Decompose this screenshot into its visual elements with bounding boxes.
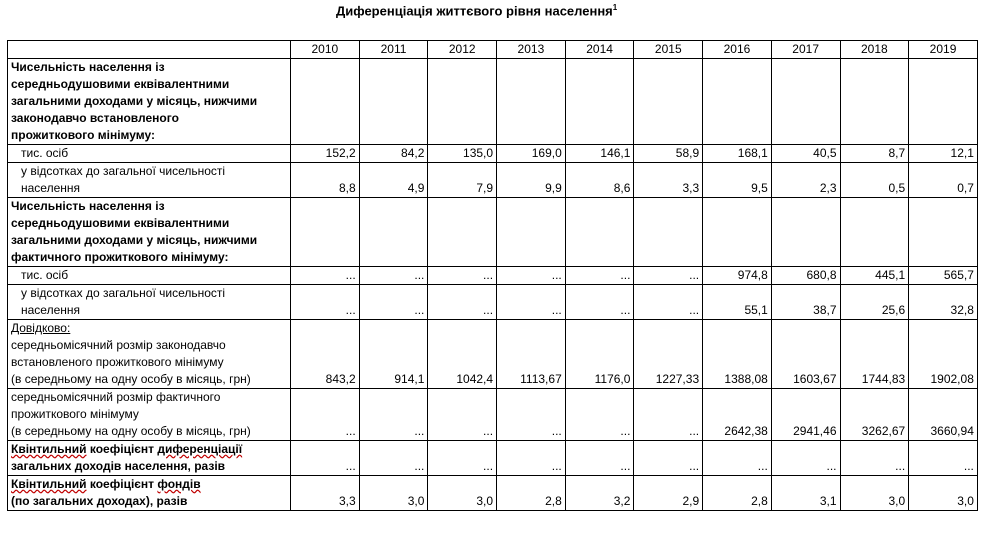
section2-percent-value: 32,8 (909, 285, 978, 320)
section2-percent-row (8, 285, 978, 320)
legal-minimum-value: 1603,67 (771, 320, 840, 389)
section2-thousands-row (8, 267, 978, 285)
empty-cell (359, 59, 428, 145)
legal-minimum-line: (в середньому на одну особу в місяць, грн) (11, 372, 251, 386)
empty-cell (291, 198, 360, 267)
section2-percent-value: ... (359, 285, 428, 320)
section2-thousands-value: ... (359, 267, 428, 285)
quintile-funds-value: 3,2 (565, 476, 634, 511)
header-row (8, 41, 978, 59)
year-header-2012: 2012 (428, 41, 497, 59)
quintile-funds-label (8, 476, 291, 511)
year-header-2015: 2015 (634, 41, 703, 59)
row-label-text: населення (21, 303, 81, 317)
section2-thousands-value: ... (428, 267, 497, 285)
quintile-income-value: ... (497, 441, 566, 476)
legal-minimum-line: середньомісячний розмір законодавчо (11, 338, 226, 352)
quintile-income-value: ... (703, 441, 772, 476)
section2-percent-value: ... (634, 285, 703, 320)
empty-cell (497, 59, 566, 145)
section1-percent-row (8, 163, 978, 198)
section2-thousands-value: ... (634, 267, 703, 285)
quintile-income-word: коефіцієнт (86, 442, 158, 456)
section1-heading-line: прожиткового мінімуму: (11, 128, 155, 142)
actual-minimum-value: ... (634, 389, 703, 441)
year-header-2018: 2018 (840, 41, 909, 59)
section1-percent-value: 9,9 (497, 163, 566, 198)
reference-heading: Довідково: (11, 321, 71, 335)
legal-minimum-value: 1744,83 (840, 320, 909, 389)
legal-minimum-value: 914,1 (359, 320, 428, 389)
actual-minimum-value: 3262,67 (840, 389, 909, 441)
row-label-text: населення (21, 181, 81, 195)
row-label-text: тис. осіб (21, 146, 69, 160)
section2-thousands-value: 445,1 (840, 267, 909, 285)
legal-minimum-value: 843,2 (291, 320, 360, 389)
section1-thousands-value: 135,0 (428, 145, 497, 163)
empty-cell (840, 59, 909, 145)
header-label-cell (8, 41, 291, 59)
section2-thousands-value: 680,8 (771, 267, 840, 285)
section1-percent-value: 4,9 (359, 163, 428, 198)
title-footnote-mark: 1 (612, 3, 618, 12)
quintile-income-value: ... (634, 441, 703, 476)
year-header-2010: 2010 (291, 41, 360, 59)
section2-percent-value: ... (497, 285, 566, 320)
section1-percent-value: 3,3 (634, 163, 703, 198)
empty-cell (565, 198, 634, 267)
section1-percent-value: 0,7 (909, 163, 978, 198)
section2-percent-label (8, 285, 291, 320)
section1-thousands-value: 58,9 (634, 145, 703, 163)
quintile-income-value: ... (565, 441, 634, 476)
empty-cell (291, 59, 360, 145)
section1-thousands-value: 40,5 (771, 145, 840, 163)
empty-cell (703, 198, 772, 267)
section1-heading-line: загальними доходами у місяць, нижчими (11, 94, 258, 108)
quintile-income-line (11, 441, 287, 458)
row-label-text: у відсотках до загальної чисельності (21, 164, 226, 178)
legal-minimum-value: 1042,4 (428, 320, 497, 389)
legal-minimum-value: 1227,33 (634, 320, 703, 389)
year-header-2011: 2011 (359, 41, 428, 59)
quintile-funds-value: 2,8 (703, 476, 772, 511)
section1-thousands-value: 12,1 (909, 145, 978, 163)
legal-minimum-value: 1902,08 (909, 320, 978, 389)
actual-minimum-value: 2941,46 (771, 389, 840, 441)
section1-percent-value: 0,5 (840, 163, 909, 198)
quintile-funds-line (11, 476, 287, 493)
quintile-funds-word: коефіцієнт (86, 477, 158, 491)
actual-minimum-value: ... (428, 389, 497, 441)
year-header-2013: 2013 (497, 41, 566, 59)
empty-cell (497, 198, 566, 267)
actual-minimum-line: середньомісячний розмір фактичного (11, 390, 221, 404)
quintile-funds-value: 3,3 (291, 476, 360, 511)
actual-minimum-value: 2642,38 (703, 389, 772, 441)
year-header-2017: 2017 (771, 41, 840, 59)
legal-minimum-value: 1176,0 (565, 320, 634, 389)
actual-minimum-value: ... (291, 389, 360, 441)
quintile-funds-value: 3,0 (840, 476, 909, 511)
quintile-funds-value: 3,0 (428, 476, 497, 511)
section1-heading (8, 59, 291, 145)
quintile-funds-value: 2,8 (497, 476, 566, 511)
year-header-2016: 2016 (703, 41, 772, 59)
section2-thousands-value: ... (565, 267, 634, 285)
row-label-text: тис. осіб (21, 268, 69, 282)
actual-minimum-value: ... (359, 389, 428, 441)
quintile-funds-value: 3,0 (359, 476, 428, 511)
empty-cell (634, 59, 703, 145)
section1-percent-value: 7,9 (428, 163, 497, 198)
quintile-income-value: ... (428, 441, 497, 476)
empty-cell (703, 59, 772, 145)
section2-percent-value: 38,7 (771, 285, 840, 320)
empty-cell (771, 198, 840, 267)
quintile-funds-row (8, 476, 978, 511)
quintile-funds-word: Квінтильний (11, 477, 87, 491)
actual-minimum-line: (в середньому на одну особу в місяць, грн) (11, 424, 251, 438)
legal-minimum-value: 1388,08 (703, 320, 772, 389)
section2-heading-row (8, 198, 978, 267)
actual-minimum-value: 3660,94 (909, 389, 978, 441)
quintile-income-word: диференціації (157, 442, 243, 456)
section2-heading-line: загальними доходами у місяць, нижчими (11, 233, 258, 247)
empty-cell (771, 59, 840, 145)
section2-thousands-value: ... (291, 267, 360, 285)
section1-percent-value: 8,6 (565, 163, 634, 198)
year-header-2019: 2019 (909, 41, 978, 59)
legal-minimum-label (8, 320, 291, 389)
empty-cell (909, 198, 978, 267)
section1-heading-line: середньодушовими еквівалентними (11, 77, 230, 91)
section1-thousands-value: 8,7 (840, 145, 909, 163)
quintile-funds-value: 3,0 (909, 476, 978, 511)
legal-minimum-row (8, 320, 978, 389)
section2-heading-line: Чисельність населення із (11, 199, 165, 213)
quintile-income-row (8, 441, 978, 476)
section1-percent-value: 9,5 (703, 163, 772, 198)
legal-minimum-line: встановленого прожиткового мінімуму (11, 355, 224, 369)
section1-thousands-value: 84,2 (359, 145, 428, 163)
section1-heading-line: законодавчо встановленого (11, 111, 179, 125)
empty-cell (840, 198, 909, 267)
section2-percent-value: 55,1 (703, 285, 772, 320)
quintile-funds-line: (по загальних доходах), разів (11, 494, 188, 508)
section2-heading-line: середньодушовими еквівалентними (11, 216, 230, 230)
section1-heading-row (8, 59, 978, 145)
quintile-income-value: ... (840, 441, 909, 476)
quintile-income-value: ... (771, 441, 840, 476)
empty-cell (428, 59, 497, 145)
section1-thousands-value: 169,0 (497, 145, 566, 163)
actual-minimum-label (8, 389, 291, 441)
empty-cell (909, 59, 978, 145)
empty-cell (359, 198, 428, 267)
quintile-income-value: ... (359, 441, 428, 476)
section2-heading (8, 198, 291, 267)
section2-heading-line: фактичного прожиткового мінімуму: (11, 250, 229, 264)
section2-thousands-value: 974,8 (703, 267, 772, 285)
quintile-income-label (8, 441, 291, 476)
quintile-funds-value: 2,9 (634, 476, 703, 511)
section1-thousands-row (8, 145, 978, 163)
actual-minimum-value: ... (497, 389, 566, 441)
actual-minimum-line: прожиткового мінімуму (11, 407, 139, 421)
empty-cell (634, 198, 703, 267)
legal-minimum-value: 1113,67 (497, 320, 566, 389)
section1-heading-line: Чисельність населення із (11, 60, 165, 74)
quintile-funds-word: фондів (157, 477, 201, 491)
section1-thousands-value: 168,1 (703, 145, 772, 163)
section2-thousands-label (8, 267, 291, 285)
actual-minimum-row (8, 389, 978, 441)
quintile-income-line: загальних доходів населення, разів (11, 459, 226, 473)
section2-percent-value: 25,6 (840, 285, 909, 320)
actual-minimum-value: ... (565, 389, 634, 441)
row-label-text: у відсотках до загальної чисельності (21, 286, 226, 300)
quintile-income-word: Квінтильний (11, 442, 87, 456)
quintile-funds-value: 3,1 (771, 476, 840, 511)
section1-percent-value: 2,3 (771, 163, 840, 198)
section1-percent-value: 8,8 (291, 163, 360, 198)
title-text: Диференціація життєвого рівня населення (336, 3, 613, 19)
section2-percent-value: ... (428, 285, 497, 320)
section1-thousands-value: 146,1 (565, 145, 634, 163)
section2-percent-value: ... (565, 285, 634, 320)
section1-thousands-label (8, 145, 291, 163)
section1-percent-label (8, 163, 291, 198)
data-table (7, 40, 978, 511)
quintile-income-value: ... (909, 441, 978, 476)
section2-thousands-value: ... (497, 267, 566, 285)
quintile-income-value: ... (291, 441, 360, 476)
section2-thousands-value: 565,7 (909, 267, 978, 285)
empty-cell (428, 198, 497, 267)
page-title (336, 3, 617, 18)
section2-percent-value: ... (291, 285, 360, 320)
year-header-2014: 2014 (565, 41, 634, 59)
section1-thousands-value: 152,2 (291, 145, 360, 163)
empty-cell (565, 59, 634, 145)
